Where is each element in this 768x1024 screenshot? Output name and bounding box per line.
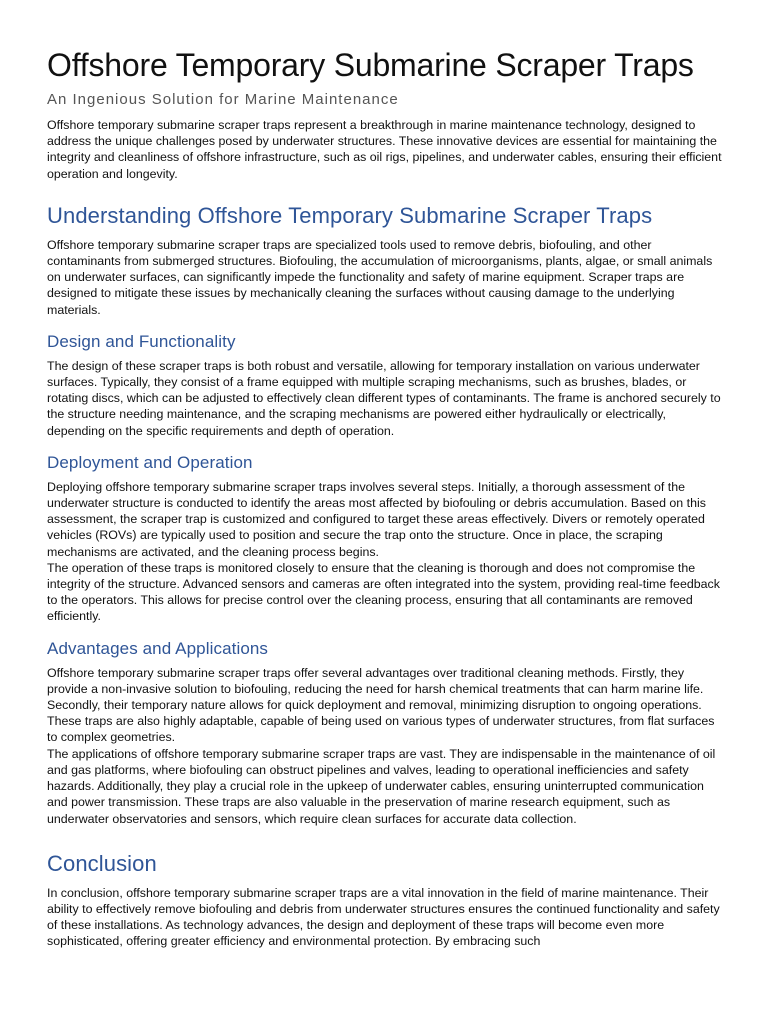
design-paragraph: The design of these scraper traps is both robust and versatile, allowing for temporary installation on various underwater surfaces. Typically, they consist of a frame equipped with multiple scraping mechanisms, such as brushes, blades, or rotating discs, which can be adjusted to effectively clean different types of contaminants. The frame is anchored securely to the structure needing maintenance, and the scraping mechanisms are powered either hydraulically or electrically, depending on the specific requirements and depth of operation.	[47, 358, 721, 438]
conclusion-paragraph: In conclusion, offshore temporary submarine scraper traps are a vital innovation in the field of marine maintenance. Their ability to effectively remove biofouling and debris from underwater structures ensures the continued functionality and safety of these installations. As technology advances, the design and deployment of these traps will become even more sophisticated, offering greater efficiency and environmental protection. By embracing such	[47, 885, 720, 949]
subsection-heading-design: Design and Functionality	[47, 331, 236, 351]
advantages-paragraph-1: Offshore temporary submarine scraper traps offer several advantages over traditional cleaning methods. Firstly, they provide a non-invasive solution to biofouling, reducing the need for harsh chemical treatments that can harm marine life. Secondly, their temporary nature allows for quick deployment and removal, minimizing disruption to ongoing operations. These traps are also highly adaptable, capable of being used on various types of underwater structures, from flat surfaces to complex geometries.	[47, 665, 715, 745]
deployment-paragraph-2: The operation of these traps is monitored closely to ensure that the cleaning is thorough and does not compromise the integrity of the structure. Advanced sensors and cameras are often integrated into the system, providing real-time feedback to the operators. This allows for precise control over the cleaning process, ensuring that all contaminants are removed efficiently.	[47, 560, 720, 624]
subsection-heading-advantages: Advantages and Applications	[47, 638, 269, 658]
subsection-heading-deployment: Deployment and Operation	[47, 452, 253, 472]
document-title: Offshore Temporary Submarine Scraper Traps	[47, 47, 694, 83]
intro-paragraph: Offshore temporary submarine scraper traps represent a breakthrough in marine maintenance technology, designed to address the unique challenges posed by underwater structures. These innovative devices are essential for maintaining the integrity and cleanliness of offshore infrastructure, such as oil rigs, pipelines, and underwater cables, ensuring their efficient operation and longevity.	[47, 118, 722, 181]
section-heading-understanding: Understanding Offshore Temporary Submarine Scraper Traps	[47, 202, 653, 228]
advantages-paragraph-2: The applications of offshore temporary submarine scraper traps are vast. They are indispensable in the maintenance of oil and gas platforms, where biofouling can obstruct pipelines and valves, leading to operational inefficiencies and safety hazards. Additionally, they play a crucial role in the upkeep of underwater cables, ensuring uninterrupted communication and power transmission. These traps are also valuable in the preservation of marine research equipment, such as underwater observatories and sensors, which require clean surfaces for accurate data collection.	[47, 746, 716, 826]
document-subtitle: An Ingenious Solution for Marine Maintenance	[47, 91, 399, 108]
understanding-paragraph: Offshore temporary submarine scraper traps are specialized tools used to remove debris, biofouling, and other contaminants from submerged structures. Biofouling, the accumulation of microorganisms, plants, algae, or small animals on underwater surfaces, can significantly impede the functionality and safety of marine equipment. Scraper traps are designed to mitigate these issues by mechanically cleaning the surfaces without causing damage to the underlying materials.	[47, 237, 713, 317]
section-heading-conclusion: Conclusion	[47, 850, 157, 876]
deployment-paragraph-1: Deploying offshore temporary submarine scraper traps involves several steps. Initially, a thorough assessment of the underwater structure is conducted to identify the areas most affected by biofouling or debris accumulation. Based on this assessment, the scraper trap is customized and configured to target these areas effectively. Divers or remotely operated vehicles (ROVs) are typically used to position and secure the trap onto the structure. Once in place, the scraping mechanisms are activated, and the cleaning process begins.	[47, 479, 706, 559]
document-page	[47, 44, 723, 950]
